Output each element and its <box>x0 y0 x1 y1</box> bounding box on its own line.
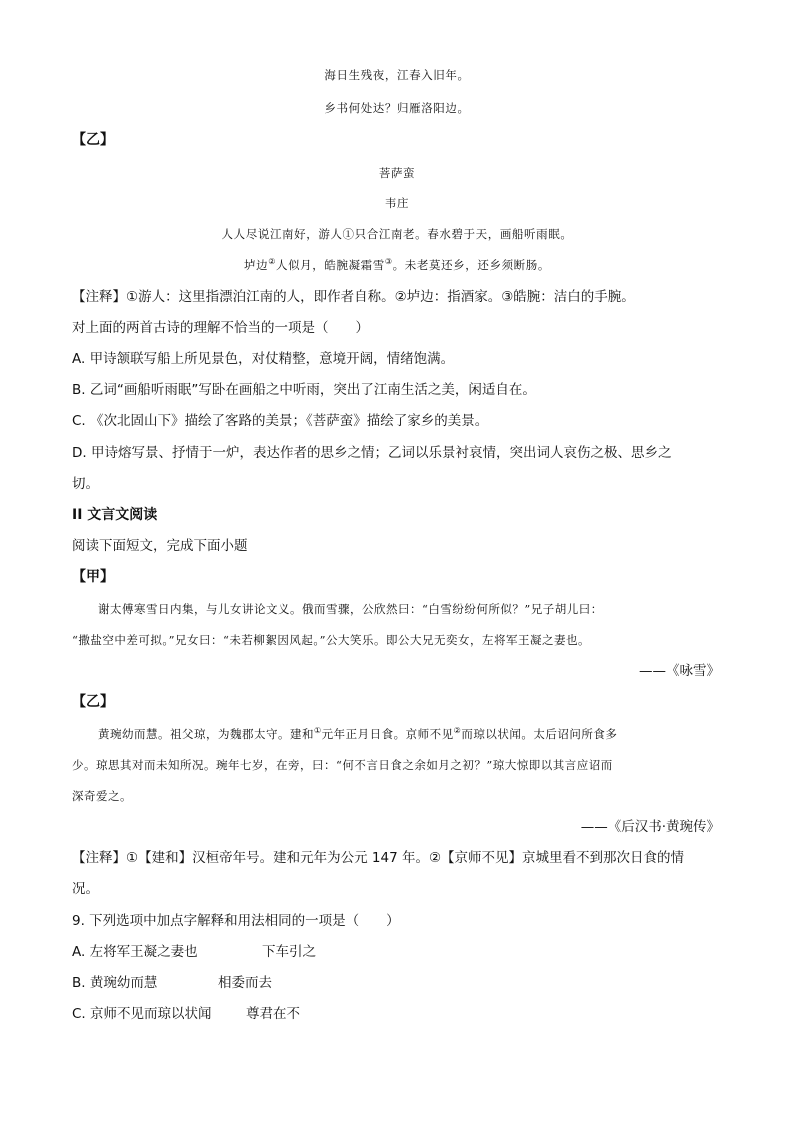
section-heading-yi: 【乙】 <box>72 132 114 148</box>
passage-text: 黄琬幼而慧。祖父琼，为魏郡太守。建和 <box>98 727 314 741</box>
passage-source: ——《后汉书·黄琬传》 <box>580 819 720 835</box>
ci-text: 垆边 <box>244 258 269 272</box>
instruction: 阅读下面短文，完成下面小题 <box>72 538 248 554</box>
footnote-mark: ② <box>453 726 462 736</box>
option-c-left: C. 京师不见而琼以状闻 <box>72 1006 212 1022</box>
option-b-right: 相委而去 <box>218 975 272 991</box>
passage-notes: 【注释】①【建和】汉桓帝年号。建和元年为公元 147 年。②【京师不见】京城里看不到那次日食的情 <box>72 850 685 866</box>
passage-text: 而琼以状闻。太后诏问所食多 <box>461 727 618 741</box>
option-b-left: B. 黄琬幼而慧 <box>72 975 158 991</box>
question-stem: 9. 下列选项中加点字解释和用法相同的一项是（ ） <box>72 913 400 929</box>
passage-line <box>98 724 617 744</box>
passage-notes-continued: 况。 <box>72 881 99 897</box>
passage-line: 深奇爱之。 <box>72 789 132 803</box>
option-b: B. 乙词“画船听雨眠”写卧在画船之中听雨，突出了江南生活之美，闲适自在。 <box>72 382 536 398</box>
ci-text: 人似月，皓腕凝霜雪 <box>275 258 385 272</box>
ci-title: 菩萨蛮 <box>378 166 416 180</box>
poem-line: 海日生残夜，江春入旧年。 <box>324 68 470 82</box>
passage-line: 谢太傅寒雪日内集，与儿女讲论文义。俄而雪骤，公欣然曰：“白雪纷纷何所似？”兄子胡儿曰： <box>98 602 603 616</box>
option-c: C. 《次北固山下》描绘了客路的美景；《菩萨蛮》描绘了家乡的美景。 <box>72 413 489 429</box>
passage-line: “撒盐空中差可拟。”兄女曰：“未若柳絮因风起。”公大笑乐。即公大兄无奕女，左将军王凝之妻也。 <box>72 633 591 647</box>
ci-line: 人人尽说江南好，游人①只合江南老。春水碧于天，画船听雨眠。 <box>221 227 573 241</box>
poem-notes: 【注释】①游人：这里指漂泊江南的人，即作者自称。②垆边：指酒家。③皓腕：洁白的手腕。 <box>72 289 635 305</box>
ci-text: 。未老莫还乡，还乡须断肠。 <box>392 258 550 272</box>
section-heading-jia: 【甲】 <box>72 569 114 585</box>
footnote-mark: ① <box>314 726 322 736</box>
footnote-mark: ② <box>268 257 276 267</box>
option-c-right: 尊君在不 <box>246 1006 300 1022</box>
footnote-mark: ③ <box>384 257 393 267</box>
option-a-left: A. 左将军王凝之妻也 <box>72 944 198 960</box>
passage-source: ——《咏雪》 <box>639 663 720 679</box>
section-heading-yi-2: 【乙】 <box>72 694 114 710</box>
question-stem: 对上面的两首古诗的理解不恰当的一项是（ ） <box>72 320 369 336</box>
option-a-right: 下车引之 <box>262 944 316 960</box>
option-d-continued: 切。 <box>72 476 99 492</box>
ci-author: 韦庄 <box>384 196 410 210</box>
option-a: A. 甲诗颔联写船上所见景色，对仗精整，意境开阔，情绪饱满。 <box>72 351 455 367</box>
passage-line: 少。琼思其对而未知所况。琬年七岁，在旁，曰：“何不言日食之余如月之初？”琼大惊即以其言应诏而 <box>72 758 613 772</box>
poem-line: 乡书何处达？归雁洛阳边。 <box>324 101 470 115</box>
ci-line <box>0 255 794 275</box>
option-d: D. 甲诗熔写景、抒情于一炉，表达作者的思乡之情；乙词以乐景衬哀情，突出词人哀伤之极、思乡之 <box>72 445 672 461</box>
passage-text: 元年正月日食。京师不见 <box>321 727 454 741</box>
section-title: II 文言文阅读 <box>72 507 158 523</box>
